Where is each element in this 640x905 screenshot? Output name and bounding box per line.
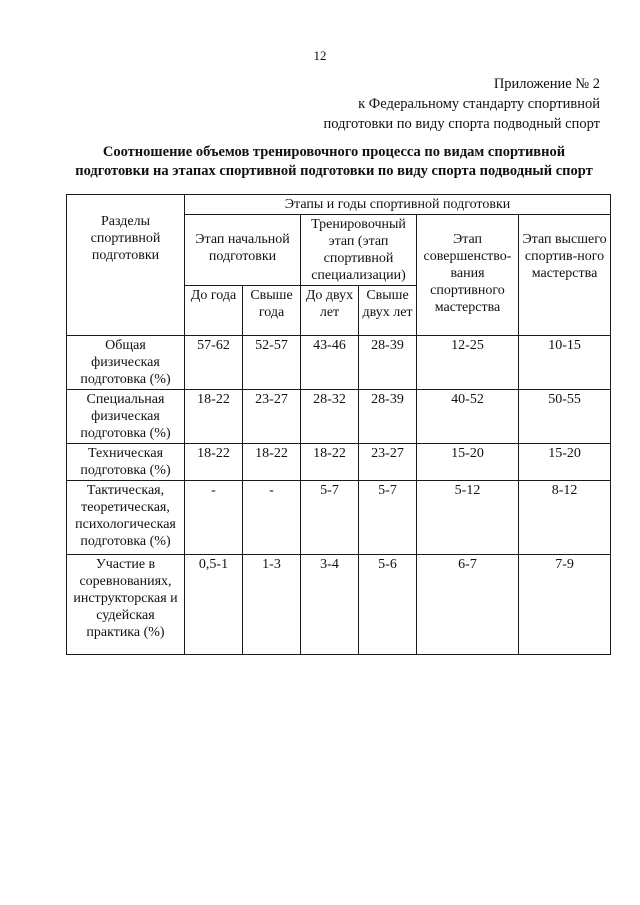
header-improvement-stage: Этап совершенство-вания спортивного мастерства: [417, 215, 519, 336]
table-cell: 43-46: [301, 336, 359, 390]
header-stages: Этапы и годы спортивной подготовки: [185, 195, 611, 215]
table-cell: 5-7: [301, 481, 359, 555]
header-training-stage: Тренировочный этап (этап спортивной специализации): [301, 215, 417, 286]
table-cell: 8-12: [519, 481, 611, 555]
table-cell: 6-7: [417, 555, 519, 655]
table-row: [67, 444, 611, 481]
table-cell: 23-27: [243, 390, 301, 444]
table-cell: 28-39: [359, 336, 417, 390]
table-cell: 12-25: [417, 336, 519, 390]
row-section-name: Общая физическая подготовка (%): [67, 336, 185, 390]
row-section-name: Тактическая, теоретическая, психологическая подготовка (%): [67, 481, 185, 555]
header-initial-over-year: Свыше года: [243, 286, 301, 336]
table-cell: 57-62: [185, 336, 243, 390]
page-number: 12: [313, 48, 327, 63]
appendix-line-2: к Федеральному стандарту спортивной: [358, 96, 600, 112]
appendix-line-1: Приложение № 2: [493, 76, 600, 92]
table-cell: 18-22: [185, 444, 243, 481]
table-cell: 7-9: [519, 555, 611, 655]
table-row: [67, 481, 611, 555]
header-training-up-to-two: До двух лет: [301, 286, 359, 336]
table-cell: 10-15: [519, 336, 611, 390]
header-row-1: [67, 195, 611, 215]
title-line-2: подготовки на этапах спортивной подготовки по виду спорта подводный спорт: [75, 163, 593, 179]
appendix-header: [323, 74, 600, 134]
table-cell: 28-39: [359, 390, 417, 444]
training-ratio-table: [66, 194, 611, 655]
table-cell: -: [243, 481, 301, 555]
table-cell: 28-32: [301, 390, 359, 444]
header-initial-stage: Этап начальной подготовки: [185, 215, 301, 286]
table-cell: 23-27: [359, 444, 417, 481]
table-cell: 5-6: [359, 555, 417, 655]
table-cell: 18-22: [243, 444, 301, 481]
table-cell: 15-20: [519, 444, 611, 481]
table-cell: 5-7: [359, 481, 417, 555]
table-cell: 1-3: [243, 555, 301, 655]
header-initial-up-to-year: До года: [185, 286, 243, 336]
table-row: [67, 390, 611, 444]
table-cell: 52-57: [243, 336, 301, 390]
table-cell: 18-22: [185, 390, 243, 444]
header-training-over-two: Свыше двух лет: [359, 286, 417, 336]
row-section-name: Участие в соревнованиях, инструкторская и судейская практика (%): [67, 555, 185, 655]
table-cell: 18-22: [301, 444, 359, 481]
table-cell: 15-20: [417, 444, 519, 481]
appendix-line-3: подготовки по виду спорта подводный спорт: [323, 116, 600, 132]
title-line-1: Соотношение объемов тренировочного процесса по видам спортивной: [102, 144, 566, 160]
row-section-name: Техническая подготовка (%): [67, 444, 185, 481]
table-cell: 0,5-1: [185, 555, 243, 655]
table-cell: 50-55: [519, 390, 611, 444]
row-section-name: Специальная физическая подготовка (%): [67, 390, 185, 444]
table-cell: 5-12: [417, 481, 519, 555]
table-cell: -: [185, 481, 243, 555]
document-title: [56, 143, 612, 181]
header-sections: Разделы спортивной подготовки: [67, 195, 185, 336]
table-row: [67, 336, 611, 390]
header-higher-stage: Этап высшего спортив-ного мастерства: [519, 215, 611, 336]
table-row: [67, 555, 611, 655]
table-cell: 40-52: [417, 390, 519, 444]
table-cell: 3-4: [301, 555, 359, 655]
